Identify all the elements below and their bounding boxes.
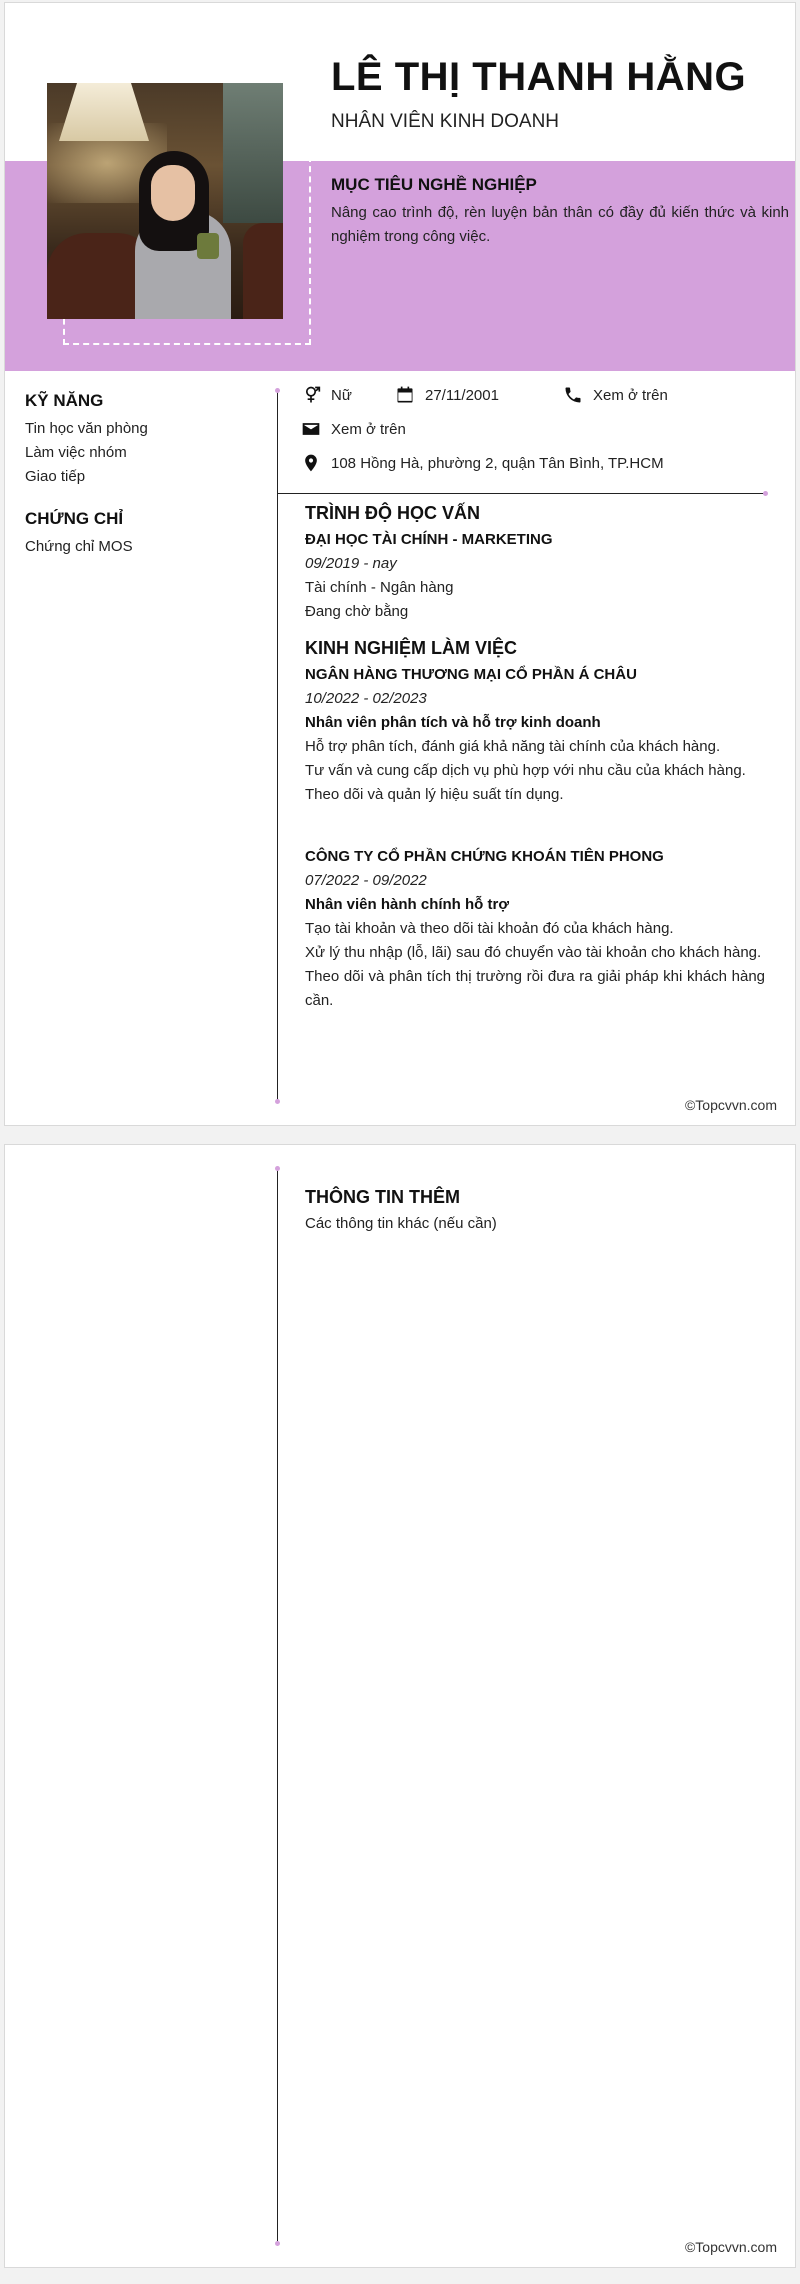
objective-text: Nâng cao trình độ, rèn luyện bản thân có đầy đủ kiến thức và kinh nghiệm trong công việc. bbox=[331, 204, 789, 245]
footer-watermark: ©Topcvvn.com bbox=[684, 2239, 777, 2255]
gender-icon bbox=[301, 385, 321, 405]
divider-dot bbox=[763, 491, 768, 496]
job-role: Nhân viên hành chính hỗ trợ bbox=[305, 896, 510, 913]
left-column bbox=[25, 391, 255, 579]
skills-section bbox=[25, 391, 255, 489]
certificates-section bbox=[25, 509, 255, 559]
contact-address bbox=[301, 453, 664, 473]
profile-photo bbox=[47, 83, 283, 319]
skill-item: Giao tiếp bbox=[25, 468, 86, 485]
candidate-name: LÊ THỊ THANH HẰNG bbox=[331, 55, 747, 99]
job-entry bbox=[305, 663, 765, 807]
calendar-icon bbox=[395, 385, 415, 405]
birthday-value: 27/11/2001 bbox=[425, 386, 499, 404]
additional-info-text: Các thông tin khác (nếu cần) bbox=[305, 1215, 497, 1232]
cv-page-2 bbox=[4, 1144, 796, 2268]
job-duty: Tạo tài khoản và theo dõi tài khoản đó của khách hàng. bbox=[305, 920, 674, 937]
skills-title: KỸ NĂNG bbox=[25, 391, 104, 410]
education-section bbox=[305, 503, 765, 624]
additional-info-title: THÔNG TIN THÊM bbox=[305, 1187, 460, 1207]
location-icon bbox=[301, 453, 321, 473]
skill-item: Làm việc nhóm bbox=[25, 444, 127, 461]
company-name: NGÂN HÀNG THƯƠNG MẠI CỔ PHẦN Á CHÂU bbox=[305, 666, 637, 683]
education-period: 09/2019 - nay bbox=[305, 555, 397, 572]
certificate-item: Chứng chỉ MOS bbox=[25, 538, 133, 555]
certificates-title: CHỨNG CHỈ bbox=[25, 509, 124, 528]
education-major: Tài chính - Ngân hàng bbox=[305, 579, 454, 596]
phone-icon bbox=[563, 385, 583, 405]
horizontal-divider bbox=[277, 493, 765, 494]
cv-page-1 bbox=[4, 2, 796, 1126]
right-column bbox=[305, 503, 765, 1051]
phone-value: Xem ở trên bbox=[593, 386, 668, 404]
contact-email bbox=[301, 419, 406, 439]
contact-phone bbox=[563, 385, 668, 405]
experience-title: KINH NGHIỆM LÀM VIỆC bbox=[305, 638, 518, 658]
divider-dot bbox=[275, 1099, 280, 1104]
education-note: Đang chờ bằng bbox=[305, 603, 409, 620]
education-title: TRÌNH ĐỘ HỌC VẤN bbox=[305, 503, 480, 523]
school-name: ĐẠI HỌC TÀI CHÍNH - MARKETING bbox=[305, 531, 553, 548]
skill-item: Tin học văn phòng bbox=[25, 420, 148, 437]
divider-dot bbox=[275, 388, 280, 393]
divider-dot bbox=[275, 2241, 280, 2246]
job-duty: Theo dõi và quản lý hiệu suất tín dụng. bbox=[305, 786, 564, 803]
experience-section bbox=[305, 638, 765, 1013]
email-icon bbox=[301, 419, 321, 439]
company-name: CÔNG TY CỔ PHẦN CHỨNG KHOÁN TIÊN PHONG bbox=[305, 848, 664, 865]
address-value: 108 Hồng Hà, phường 2, quận Tân Bình, TP.HCM bbox=[331, 454, 664, 472]
objective-title: MỤC TIÊU NGHỀ NGHIỆP bbox=[331, 175, 537, 194]
job-duty: Xử lý thu nhập (lỗ, lãi) sau đó chuyển vào tài khoản cho khách hàng. bbox=[305, 944, 762, 961]
job-period: 10/2022 - 02/2023 bbox=[305, 690, 427, 707]
footer-watermark: ©Topcvvn.com bbox=[684, 1097, 777, 1113]
job-duty: Tư vấn và cung cấp dịch vụ phù hợp với nhu cầu của khách hàng. bbox=[305, 762, 746, 779]
contact-birthday bbox=[395, 385, 499, 405]
job-duty: Hỗ trợ phân tích, đánh giá khả năng tài chính của khách hàng. bbox=[305, 738, 721, 755]
job-entry bbox=[305, 845, 765, 1013]
job-period: 07/2022 - 09/2022 bbox=[305, 872, 427, 889]
gender-value: Nữ bbox=[331, 386, 352, 404]
job-role: Nhân viên phân tích và hỗ trợ kinh doanh bbox=[305, 714, 601, 731]
job-duty: Theo dõi và phân tích thị trường rồi đưa ra giải pháp khi khách hàng cần. bbox=[305, 968, 765, 1009]
candidate-position: NHÂN VIÊN KINH DOANH bbox=[331, 111, 560, 132]
contact-gender bbox=[301, 385, 352, 405]
email-value: Xem ở trên bbox=[331, 420, 406, 438]
vertical-divider bbox=[277, 1169, 278, 2243]
vertical-divider bbox=[277, 391, 278, 1101]
divider-dot bbox=[275, 1166, 280, 1171]
